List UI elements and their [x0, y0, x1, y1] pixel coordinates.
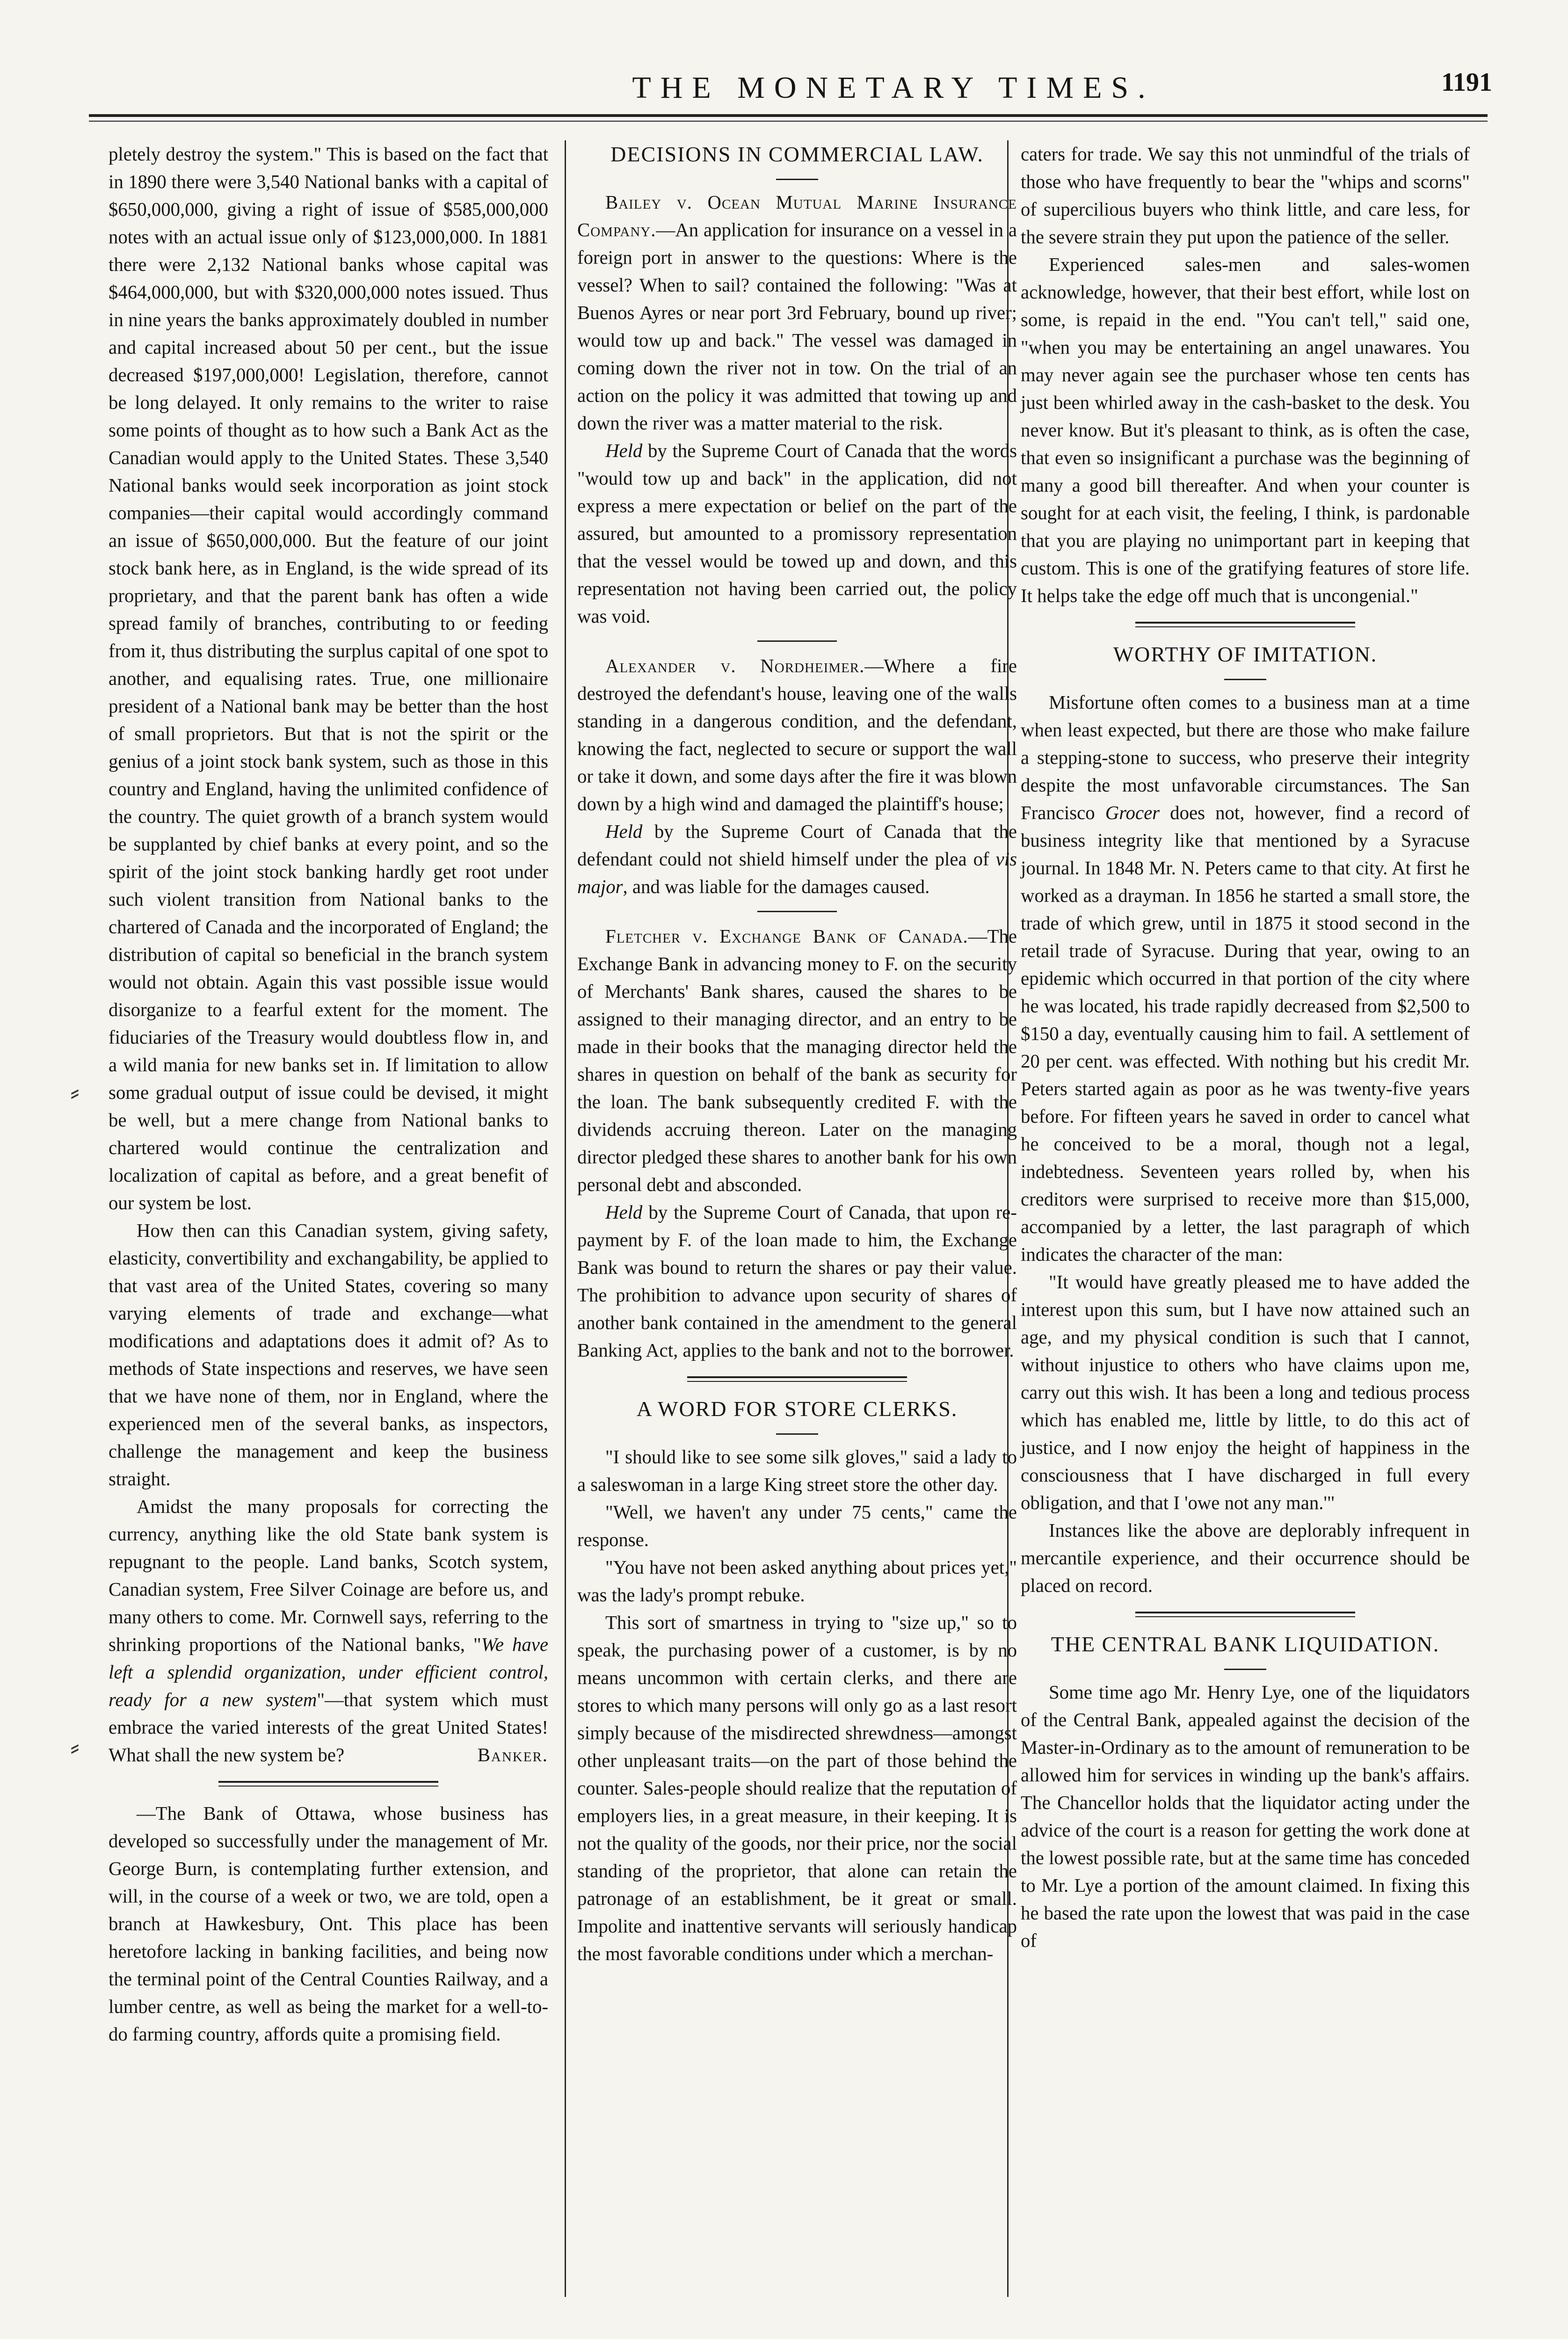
section-heading: DECISIONS IN COMMERCIAL LAW.: [610, 142, 984, 166]
case-holding: Held by the Supreme Court of Canada, that upon re-payment by F. of the loan made to him, the Exchange Bank was bound to return the shares or pay their value. The prohibition to advance upon security of shares of another bank contained in the amendment to the general Banking Act, applies to the bank and not to the borrower.: [577, 1202, 1017, 1361]
column-3: [1021, 140, 1470, 1954]
case-divider: [757, 911, 837, 912]
column-1: [109, 140, 548, 2048]
case-title: Bailey v. Ocean Mutual Marine Insurance Company.: [577, 192, 1017, 240]
case-paragraph: Bailey v. Ocean Mutual Marine Insurance Company.—An application for insurance on a vessel in a foreign port in answer to the questions: Where is the vessel? When to sail? contained the following: "Was at Buenos Ayres or near port 3rd February, bound up river; would tow up and back." The vessel was damaged in coming down the river not in tow. On the trial of an action on the policy it was admitted that towing up and down the river was a matter material to the risk.: [577, 192, 1017, 434]
margin-mark: ⸗: [70, 1076, 80, 1107]
case-title: Alexander v. Nordheimer.: [605, 655, 865, 676]
article-paragraph: Instances like the above are deplorably infrequent in mercantile experience, and their occurrence should be placed on record.: [1021, 1520, 1470, 1596]
section-heading: A WORD FOR STORE CLERKS.: [636, 1397, 958, 1421]
page-number: 1191: [1441, 68, 1492, 97]
signature: Banker.: [477, 1744, 548, 1765]
header-rule-thick: [89, 114, 1488, 117]
article-paragraph: Amidst the many proposals for correcting the currency, anything like the old State bank system is repugnant to the people. Land banks, Scotch system, Canadian system, Free Silver Coinage are before us, and many others to come. Mr. Cornwell says, referring to the shrinking proportions of the National banks, "We have left a splendid organization, under efficient control, ready for a new system"—that system which must embrace the varied interests of the great United States! What shall the new system be? Banker.: [109, 1493, 548, 1769]
margin-mark: ⸗: [70, 1731, 80, 1762]
section-divider: [1135, 622, 1355, 627]
article-paragraph: This sort of smartness in trying to "size up," so to speak, the purchasing power of a customer, is by no means uncommon with certain clerks, and there are stores to which many persons will only go as a last resort simply because of the misdirected shrewdness—amongst other unpleasant traits—on the part of those behind the counter. Sales-people should realize that the reputation of employers lies, in a great measure, in their keeping. It is not the quality of the goods, nor their price, nor the social standing of the proprietor, that alone can retain the patronage of an establishment, be it great or small. Impolite and inattentive servants will seriously handicap the most favorable conditions under which a merchan-: [577, 1612, 1017, 1964]
article-paragraph: Experienced sales-men and sales-women acknowledge, however, that their best effort, while lost on some, is repaid in the end. "You can't tell," said one, "when you may be entertaining an angel unawares. You may never again see the purchaser whose ten cents has just been whirled away in the cash-basket to the desk. You never know. But it's pleasant to think, as is often the case, that even so insignificant a purchase was the beginning of many a good bill thereafter. And when your counter is sought for at each visit, the feeling, I think, is pardonable that you are playing no unimportant part in keeping that custom. This is one of the gratifying features of store life. It helps take the edge off much that is uncongenial.": [1021, 254, 1470, 606]
case-title: Fletcher v. Exchange Bank of Canada.: [605, 926, 968, 947]
heading-rule: [776, 179, 818, 180]
article-paragraph: "Well, we haven't any under 75 cents," came the response.: [577, 1502, 1017, 1550]
section-divider: [687, 1376, 907, 1382]
section-heading: WORTHY OF IMITATION.: [1113, 642, 1378, 666]
case-holding: Held by the Supreme Court of Canada that the words "would tow up and back" in the application, did not express a mere expectation or belief on the part of the assured, but amounted to a promissory representation that the vessel would be towed up and down, and this representation not having been carried out, the policy was void.: [577, 440, 1017, 627]
heading-rule: [1224, 679, 1266, 680]
column-2: [577, 140, 1017, 1968]
article-paragraph: "I should like to see some silk gloves," said a lady to a saleswoman in a large King street store the other day.: [577, 1446, 1017, 1495]
case-paragraph: Fletcher v. Exchange Bank of Canada.—The Exchange Bank in advancing money to F. on the security of Merchants' Bank shares, caused the shares to be assigned to their managing director, and an entry to be made in their books that the managing director held the shares in question on behalf of the bank as security for the loan. The bank subsequently credited F. with the dividends accruing thereon. Later on the managing director pledged these shares to another bank for his own personal debt and absconded.: [577, 926, 1017, 1195]
quoted-italic: We have left a splendid organization, under efficient control, ready for a new system: [109, 1634, 548, 1710]
header-rule-thin: [89, 121, 1488, 122]
article-paragraph: caters for trade. We say this not unmindful of the trials of those who have frequently to bear the "whips and scorns" of supercilious buyers who think little, and care less, for the severe strain they put upon the patience of the seller.: [1021, 144, 1470, 247]
article-paragraph: "You have not been asked anything about prices yet," was the lady's prompt rebuke.: [577, 1557, 1017, 1605]
heading-rule: [776, 1433, 818, 1435]
section-heading: THE CENTRAL BANK LIQUIDATION.: [1051, 1632, 1440, 1656]
article-paragraph: Some time ago Mr. Henry Lye, one of the liquidators of the Central Bank, appealed against the decision of the Master-in-Ordinary as to the amount of remuneration to be allowed him for services in winding up the bank's affairs. The Chancellor holds that the liquidator acting under the advice of the court is a reason for getting the work done at the lowest possible rate, but at the same time has conceded to Mr. Lye a portion of the amount claimed. In fixing this he based the rate upon the lowest that was paid in the case of: [1021, 1682, 1470, 1951]
masthead-title: THE MONETARY TIMES.: [632, 71, 1155, 105]
case-divider: [757, 640, 837, 642]
section-divider: [1135, 1612, 1355, 1617]
column-divider-1: [565, 140, 566, 2297]
heading-rule: [1224, 1669, 1266, 1670]
article-paragraph: Misfortune often comes to a business man at a time when least expected, but there are those who make failure a stepping-stone to success, who preserve their integrity despite the most unfavorable circumstances. The San Francisco Grocer does not, however, find a record of business integrity like that mentioned by a Syracuse journal. In 1848 Mr. N. Peters came to that city. At first he worked as a drayman. In 1856 he started a small store, the trade of which grew, until in 1875 it stood second in the retail trade of Syracuse. During that year, owing to an epidemic which occurred in that portion of the city where he was located, his trade rapidly decreased from $2,500 to $150 a day, eventually causing him to fail. A settlement of 20 per cent. was effected. With nothing but his credit Mr. Peters started again as poor as he was twenty-five years before. For fifteen years he saved in order to cancel what he conceived to be a moral, though not a legal, indebtedness. Seventeen years rolled by, when his creditors were surprised to receive more than $15,000, accompanied by a letter, the last paragraph of which indicates the character of the man:: [1021, 692, 1470, 1265]
section-divider: [218, 1781, 438, 1787]
page-header: [89, 70, 1492, 112]
quoted-letter: "It would have greatly pleased me to have added the interest upon this sum, but I have now attained such an age, and my physical condition is such that I cannot, without injustice to others who have claims upon me, carry out this wish. It has been a long and tedious process which has enabled me, little by little, to do this act of justice, and I now enjoy the height of happiness in the consciousness that I have discharged in full every obligation, and that I 'owe not any man.'": [1021, 1271, 1470, 1513]
news-item: —The Bank of Ottawa, whose business has developed so successfully under the management of Mr. George Burn, is contemplating further extension, and will, in the course of a week or two, we are told, open a branch at Hawkesbury, Ont. This place has been heretofore lacking in banking facilities, and being now the terminal point of the Central Counties Railway, and a lumber centre, as well as being the market for a well-to-do farming country, affords quite a promising field.: [109, 1803, 548, 2045]
case-holding: Held by the Supreme Court of Canada that the defendant could not shield himself under the plea of vis major, and was liable for the damages caused.: [577, 821, 1017, 897]
case-paragraph: Alexander v. Nordheimer.—Where a fire destroyed the defendant's house, leaving one of the walls standing in a dangerous condition, and the defendant, knowing the fact, neglected to secure or support the wall or take it down, and some days after the fire it was blown down by a high wind and damaged the plaintiff's house;: [577, 655, 1017, 814]
article-paragraph: pletely destroy the system." This is based on the fact that in 1890 there were 3,540 National banks with a capital of $650,000,000, giving a right of issue of $585,000,000 notes with an actual issue only of $123,000,000. In 1881 there were 2,132 National banks whose capital was $464,000,000, but with $320,000,000 notes issued. Thus in nine years the banks approximately doubled in number and capital increased about 50 per cent., but the issue decreased $197,000,000! Legislation, therefore, cannot be long delayed. It only remains to the writer to raise some points of thought as to how such a Bank Act as the Canadian would apply to the United States. These 3,540 National banks would seek incorporation as joint stock companies—their capital would accordingly command an issue of $650,000,000. But the feature of our joint stock bank here, as in England, is the wide spread of its proprietary, and that the parent bank has often a wide spread family of branches, contributing to or feeding from it, thus distributing the surplus capital of one spot to another, and equalising rates. True, one millionaire president of a National bank may be better than the host of small proprietors. But that is not the spirit or the genius of a joint stock bank system, such as those in this country and England, having the unlimited confidence of the country. The quiet growth of a branch system would be supplanted by chief banks at every point, and so the spirit of the joint stock banking hardly get root under such violent transition from National banks to the chartered of Canada and the incorporated of England; the distribution of capital so beneficial in the branch system would not obtain. Again this vast possible issue would disorganize to a fearful extent for the moment. The fiduciaries of the Treasury would doubtless flow in, and a wild mania for new banks set in. If limitation to allow some gradual output of issue could be devised, it might be well, but a mere change from National banks to chartered would continue the centralization and localization of capital as before, and a great benefit of our system be lost.: [109, 144, 548, 1213]
article-paragraph: How then can this Canadian system, giving safety, elasticity, convertibility and exchangability, be applied to that vast area of the United States, covering so many varying elements of trade and exchange—what modifications and adaptations does it admit of? As to methods of State inspections and reserves, we have seen that we have none of them, nor in England, where the experienced men of the several banks, as inspectors, challenge the management and keep the business straight.: [109, 1220, 548, 1489]
